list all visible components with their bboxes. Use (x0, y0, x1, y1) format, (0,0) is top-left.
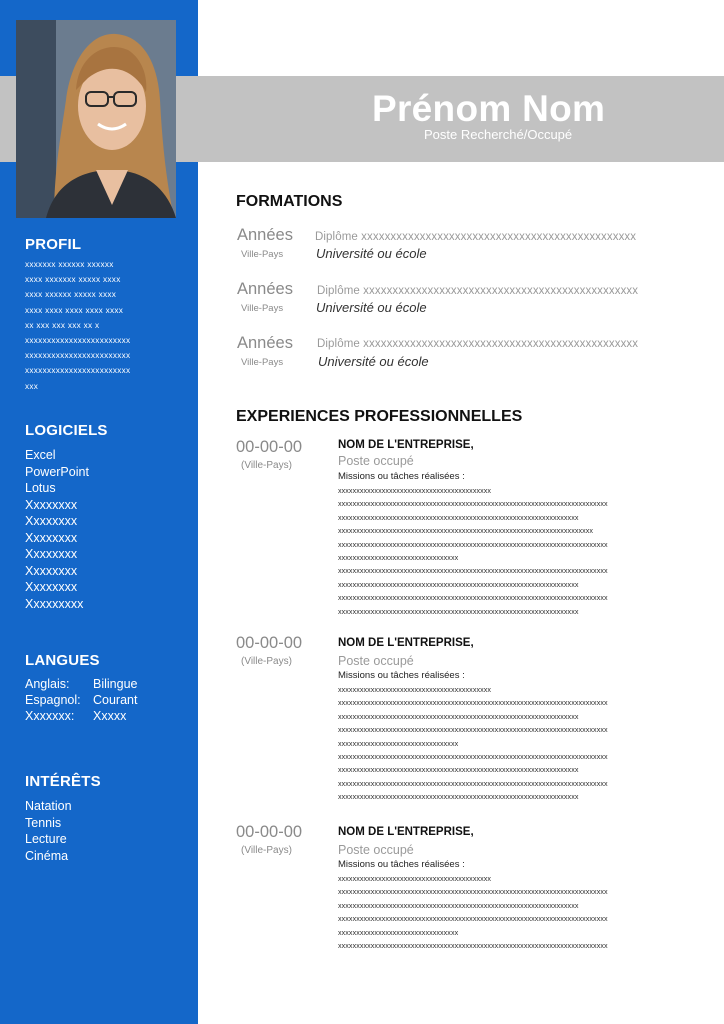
profil-text: xxxxxxx xxxxxx xxxxxx xxxx xxxxxxx xxxxx xxxx xxxx xxxxxx xxxxx xxxx xxxx xxxx xxxx xxxx xxxx xx xxx xxx xxx xx x xxxxxxxxxxxxxxxxxxxxxxxx xxxxxxxxxxxxxxxxxxxxxxxx xxxxxxxxxxxxxxxxxxxxxxxx xxx (25, 260, 131, 391)
logiciels-list (25, 447, 89, 612)
formation-city: Ville-Pays (241, 357, 284, 368)
profile-photo (16, 20, 176, 218)
list-item: Xxxxxxxx (25, 497, 78, 512)
language-row: Xxxxxxx: Xxxxx (25, 709, 127, 723)
experience-company: NOM DE L'ENTREPRISE, (338, 439, 474, 451)
formation-year: Années (237, 280, 293, 298)
language-row: Espagnol: Courant (25, 693, 138, 707)
experience-date: 00-00-00 (236, 634, 303, 652)
formation-diploma: Diplôme xxxxxxxxxxxxxxxxxxxxxxxxxxxxxxxxxxxxxxxxxxxxxxx (317, 338, 639, 350)
list-item: Xxxxxxxx (25, 530, 78, 545)
list-item: Lotus (25, 481, 56, 495)
job-title: Poste Recherché/Occupé (424, 127, 573, 142)
experience-city: (Ville-Pays) (241, 656, 292, 667)
experience-company: NOM DE L'ENTREPRISE, (338, 826, 474, 838)
experience-company: NOM DE L'ENTREPRISE, (338, 637, 474, 649)
formation-diploma: Diplôme xxxxxxxxxxxxxxxxxxxxxxxxxxxxxxxxxxxxxxxxxxxxxxx (315, 231, 637, 243)
profil-heading: PROFIL (25, 236, 82, 253)
langues-heading: LANGUES (25, 652, 100, 669)
list-item: Xxxxxxxx (25, 514, 78, 528)
experience-missions-text: xxxxxxxxxxxxxxxxxxxxxxxxxxxxxxxxxxxxxxxxxx xxxxxxxxxxxxxxxxxxxxxxxxxxxxxxxxxxxxxxxxxxxxxxxxxxxxxxxxxxxxxxxxxxxxxxxxxx xxxxxxxxxxxxxxxxxxxxxxxxxxxxxxxxxxxxxxxxxxxxxxxxxxxxxxxxxxxxxxxxxx xxxxxxxxxxxxxxxxxxxxxxxxxxxxxxxxxxxxxxxxxxxxxxxxxxxxxxxxxxxxxxxxxxxxxxxxxx xxxxxxxxxxxxxxxxxxxxxxxxxxxxxxxxx xxxxxxxxxxxxxxxxxxxxxxxxxxxxxxxxxxxxxxxxxxxxxxxxxxxxxxxxxxxxxxxxxxxxxxxxxx xxxxxxxxxxxxxxxxxxxxxxxxxxxxxxxxxxxxxxxxxxxxxxxxxxxxxxxxxxxxxxxxxx xxxxxxxxxxxxxxxxxxxxxxxxxxxxxxxxxxxxxxxxxxxxxxxxxxxxxxxxxxxxxxxxxxxxxxxxxx xxxxxxxxxxxxxxxxxxxxxxxxxxxxxxxxxxxxxxxxxxxxxxxxxxxxxxxxxxxxxxxxxx (338, 685, 608, 802)
formation-year: Années (237, 226, 293, 244)
formation-city: Ville-Pays (241, 303, 284, 314)
experience-missions-label: Missions ou tâches réalisées : (338, 471, 465, 482)
experience-city: (Ville-Pays) (241, 845, 292, 856)
list-item: Xxxxxxxx (25, 580, 78, 594)
experience-missions-label: Missions ou tâches réalisées : (338, 670, 465, 681)
experience-post: Poste occupé (338, 843, 414, 857)
experience-city: (Ville-Pays) (241, 460, 292, 471)
interets-heading: INTÉRÊTS (25, 773, 101, 790)
formation-city: Ville-Pays (241, 249, 284, 260)
formation-school: Université ou école (318, 354, 429, 369)
experiences-heading: EXPERIENCES PROFESSIONNELLES (236, 408, 523, 425)
logiciels-heading: LOGICIELS (25, 422, 108, 439)
interets-list (25, 798, 72, 864)
experience-missions-text: xxxxxxxxxxxxxxxxxxxxxxxxxxxxxxxxxxxxxxxxxx xxxxxxxxxxxxxxxxxxxxxxxxxxxxxxxxxxxxxxxxxxxxxxxxxxxxxxxxxxxxxxxxxxxxxxxxxx xxxxxxxxxxxxxxxxxxxxxxxxxxxxxxxxxxxxxxxxxxxxxxxxxxxxxxxxxxxxxxxxxx xxxxxxxxxxxxxxxxxxxxxxxxxxxxxxxxxxxxxxxxxxxxxxxxxxxxxxxxxxxxxxxxxxxxxxxxxx xxxxxxxxxxxxxxxxxxxxxxxxxxxxxxxxx xxxxxxxxxxxxxxxxxxxxxxxxxxxxxxxxxxxxxxxxxxxxxxxxxxxxxxxxxxxxxxxxxxxxxxxxxx (338, 874, 608, 951)
experience-post: Poste occupé (338, 454, 414, 468)
formation-year: Années (237, 334, 293, 352)
experience-missions-label: Missions ou tâches réalisées : (338, 859, 465, 870)
list-item: Cinéma (25, 848, 69, 863)
formations-heading: FORMATIONS (236, 193, 343, 210)
list-item: Tennis (25, 815, 62, 830)
list-item: Excel (25, 448, 56, 462)
experience-date: 00-00-00 (236, 438, 303, 456)
list-item: Natation (25, 799, 72, 813)
experience-post: Poste occupé (338, 654, 414, 668)
list-item: Xxxxxxxx (25, 547, 78, 561)
experience-date: 00-00-00 (236, 823, 303, 841)
formation-school: Université ou école (316, 246, 427, 261)
formation-diploma: Diplôme xxxxxxxxxxxxxxxxxxxxxxxxxxxxxxxxxxxxxxxxxxxxxxx (317, 285, 639, 297)
language-row: Anglais: Bilingue (25, 677, 138, 691)
formation-school: Université ou école (316, 300, 427, 315)
list-item: PowerPoint (25, 464, 89, 479)
list-item: Xxxxxxxxx (25, 596, 84, 611)
list-item: Xxxxxxxx (25, 563, 78, 578)
candidate-name: Prénom Nom (372, 88, 606, 129)
experience-missions-text: xxxxxxxxxxxxxxxxxxxxxxxxxxxxxxxxxxxxxxxxxx xxxxxxxxxxxxxxxxxxxxxxxxxxxxxxxxxxxxxxxxxxxxxxxxxxxxxxxxxxxxxxxxxxxxxxxxxx xxxxxxxxxxxxxxxxxxxxxxxxxxxxxxxxxxxxxxxxxxxxxxxxxxxxxxxxxxxxxxxxxx xxxxxxxxxxxxxxxxxxxxxxxxxxxxxxxxxxxxxxxxxxxxxxxxxxxxxxxxxxxxxxxxxxxxxx xxxxxxxxxxxxxxxxxxxxxxxxxxxxxxxxxxxxxxxxxxxxxxxxxxxxxxxxxxxxxxxxxxxxxxxxxx xxxxxxxxxxxxxxxxxxxxxxxxxxxxxxxxx xxxxxxxxxxxxxxxxxxxxxxxxxxxxxxxxxxxxxxxxxxxxxxxxxxxxxxxxxxxxxxxxxxxxxxxxxx xxxxxxxxxxxxxxxxxxxxxxxxxxxxxxxxxxxxxxxxxxxxxxxxxxxxxxxxxxxxxxxxxx xxxxxxxxxxxxxxxxxxxxxxxxxxxxxxxxxxxxxxxxxxxxxxxxxxxxxxxxxxxxxxxxxxxxxxxxxx xxxxxxxxxxxxxxxxxxxxxxxxxxxxxxxxxxxxxxxxxxxxxxxxxxxxxxxxxxxxxxxxxx (338, 486, 608, 616)
list-item: Lecture (25, 832, 67, 846)
